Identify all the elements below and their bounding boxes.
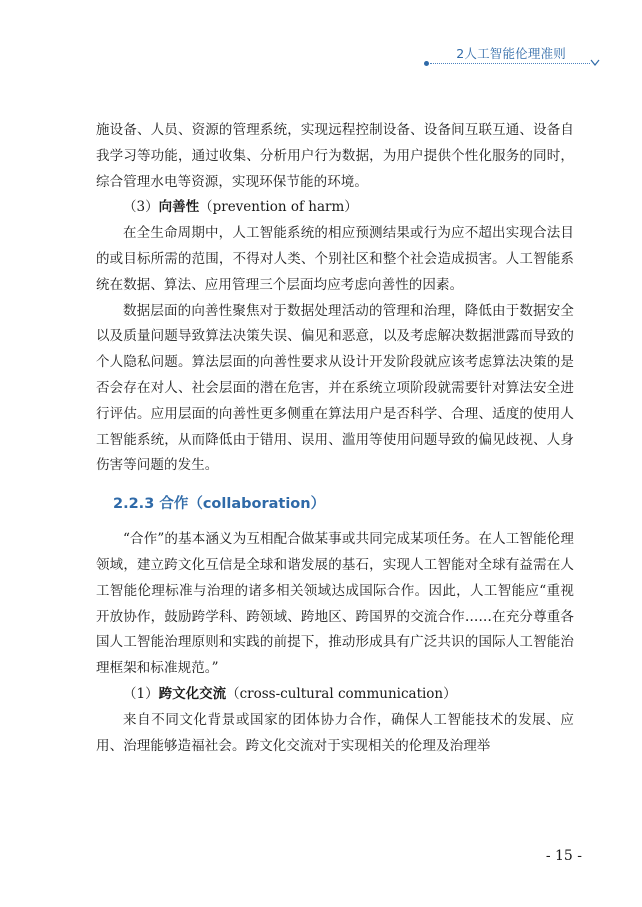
subheading-prevention-of-harm — [96, 195, 574, 221]
subheading-title: 向善性 — [158, 199, 200, 216]
subheading-number: （1） — [123, 685, 159, 702]
body-paragraph-continued: 施设备、人员、资源的管理系统，实现远程控制设备、设备间互联互通、设备自我学习等功能，通过收集、分析用户行为数据，为用户提供个性化服务的同时，综合管理水电等资源，实现环保节能的环境。 — [96, 122, 574, 190]
body-paragraph: 在全生命周期中，人工智能系统的相应预测结果或行为应不超出实现合法目的或目标所需的范围，不得对人类、个别社区和整个社会造成损害。人工智能系统在数据、算法、应用管理三个层面均应考虑向善性的因素。 — [96, 225, 574, 293]
chevron-icon — [589, 57, 601, 69]
page-number: - 15 - — [545, 848, 582, 864]
body-paragraph: 数据层面的向善性聚焦对于数据处理活动的管理和治理，降低由于数据安全以及质量问题导致算法决策失误、偏见和恶意，以及考虑解决数据泄露而导致的个人隐私问题。算法层面的向善性要求从设计开发阶段就应该考虑算法决策的是否会存在对人、社会层面的潜在危害，并在系统立项阶段就需要针对算法安全进行评估。应用层面的向善性更多侧重在算法用户是否科学、合理、适度的使用人工智能系统，从而降低由于错用、误用、滥用等使用问题导致的偏见歧视、人身伤害等问题的发生。 — [96, 302, 574, 474]
header-title: 2人工智能伦理准则 — [456, 46, 566, 61]
section-heading-collaboration: 2.2.3 合作（collaboration） — [113, 496, 326, 513]
subheading-english: （prevention of harm） — [199, 199, 358, 216]
page-body — [96, 118, 574, 759]
header-dot-icon — [424, 61, 429, 66]
subheading-title: 跨文化交流 — [158, 685, 227, 702]
body-paragraph: 来自不同文化背景或国家的团体协力合作，确保人工智能技术的发展、应用、治理能够造福社会。跨文化交流对于实现相关的伦理及治理举 — [96, 711, 574, 754]
body-paragraph: “合作”的基本涵义为互相配合做某事或共同完成某项任务。在人工智能伦理领域，建立跨文化互信是全球和谐发展的基石，实现人工智能对全球有益需在人工智能伦理标准与治理的诸多相关领域达成国际合作。因此，人工智能应“重视开放协作，鼓励跨学科、跨领域、跨地区、跨国界的交流合作……在充分尊重各国人工智能治理原则和实践的前提下，推动形成具有广泛共识的国际人工智能治理框架和标准规范。” — [96, 531, 574, 677]
subheading-number: （3） — [123, 199, 159, 216]
header-rule — [430, 63, 590, 64]
subheading-cross-cultural — [96, 682, 574, 708]
subheading-english: （cross-cultural communication） — [226, 685, 457, 702]
